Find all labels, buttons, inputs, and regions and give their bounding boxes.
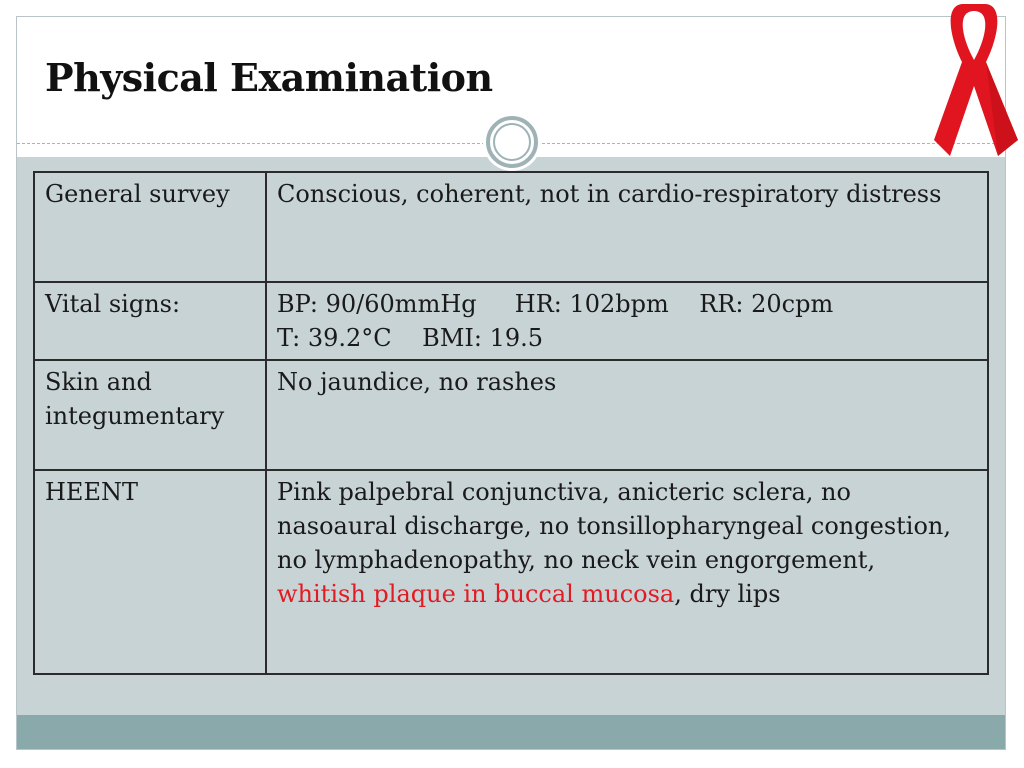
heent-line-4-tail: , dry lips — [674, 580, 781, 608]
general-survey-label: General survey — [45, 180, 230, 208]
table-row — [34, 360, 988, 470]
row-value — [266, 360, 988, 470]
row-value — [266, 470, 988, 674]
red-awareness-ribbon-icon — [922, 0, 1024, 162]
heent-line-4 — [277, 577, 977, 611]
row-label — [34, 172, 266, 282]
page-title: Physical Examination — [45, 55, 493, 100]
row-value — [266, 172, 988, 282]
general-survey-value: Conscious, coherent, not in cardio-respiratory distress — [277, 180, 942, 208]
vital-signs-line-2: T: 39.2°C BMI: 19.5 — [277, 324, 544, 352]
footer-band — [17, 715, 1005, 749]
row-label — [34, 282, 266, 360]
heent-line-3: no lymphadenopathy, no neck vein engorgement, — [277, 546, 876, 574]
row-value — [266, 282, 988, 360]
vital-signs-label: Vital signs: — [45, 290, 181, 318]
row-label — [34, 470, 266, 674]
table-row — [34, 470, 988, 674]
physical-exam-table — [33, 171, 989, 675]
row-label — [34, 360, 266, 470]
skin-label-line-1: Skin and — [45, 368, 152, 396]
skin-label-line-2: integumentary — [45, 402, 225, 430]
circle-divider-icon — [483, 113, 541, 171]
skin-value: No jaundice, no rashes — [277, 368, 557, 396]
vital-signs-line-1: BP: 90/60mmHg HR: 102bpm RR: 20cpm — [277, 290, 834, 318]
heent-label: HEENT — [45, 478, 138, 506]
heent-highlight-finding: whitish plaque in buccal mucosa — [277, 580, 675, 608]
table-row — [34, 172, 988, 282]
table-row — [34, 282, 988, 360]
heent-line-1: Pink palpebral conjunctiva, anicteric sclera, no — [277, 478, 851, 506]
heent-line-2: nasoaural discharge, no tonsillopharyngeal congestion, — [277, 512, 952, 540]
